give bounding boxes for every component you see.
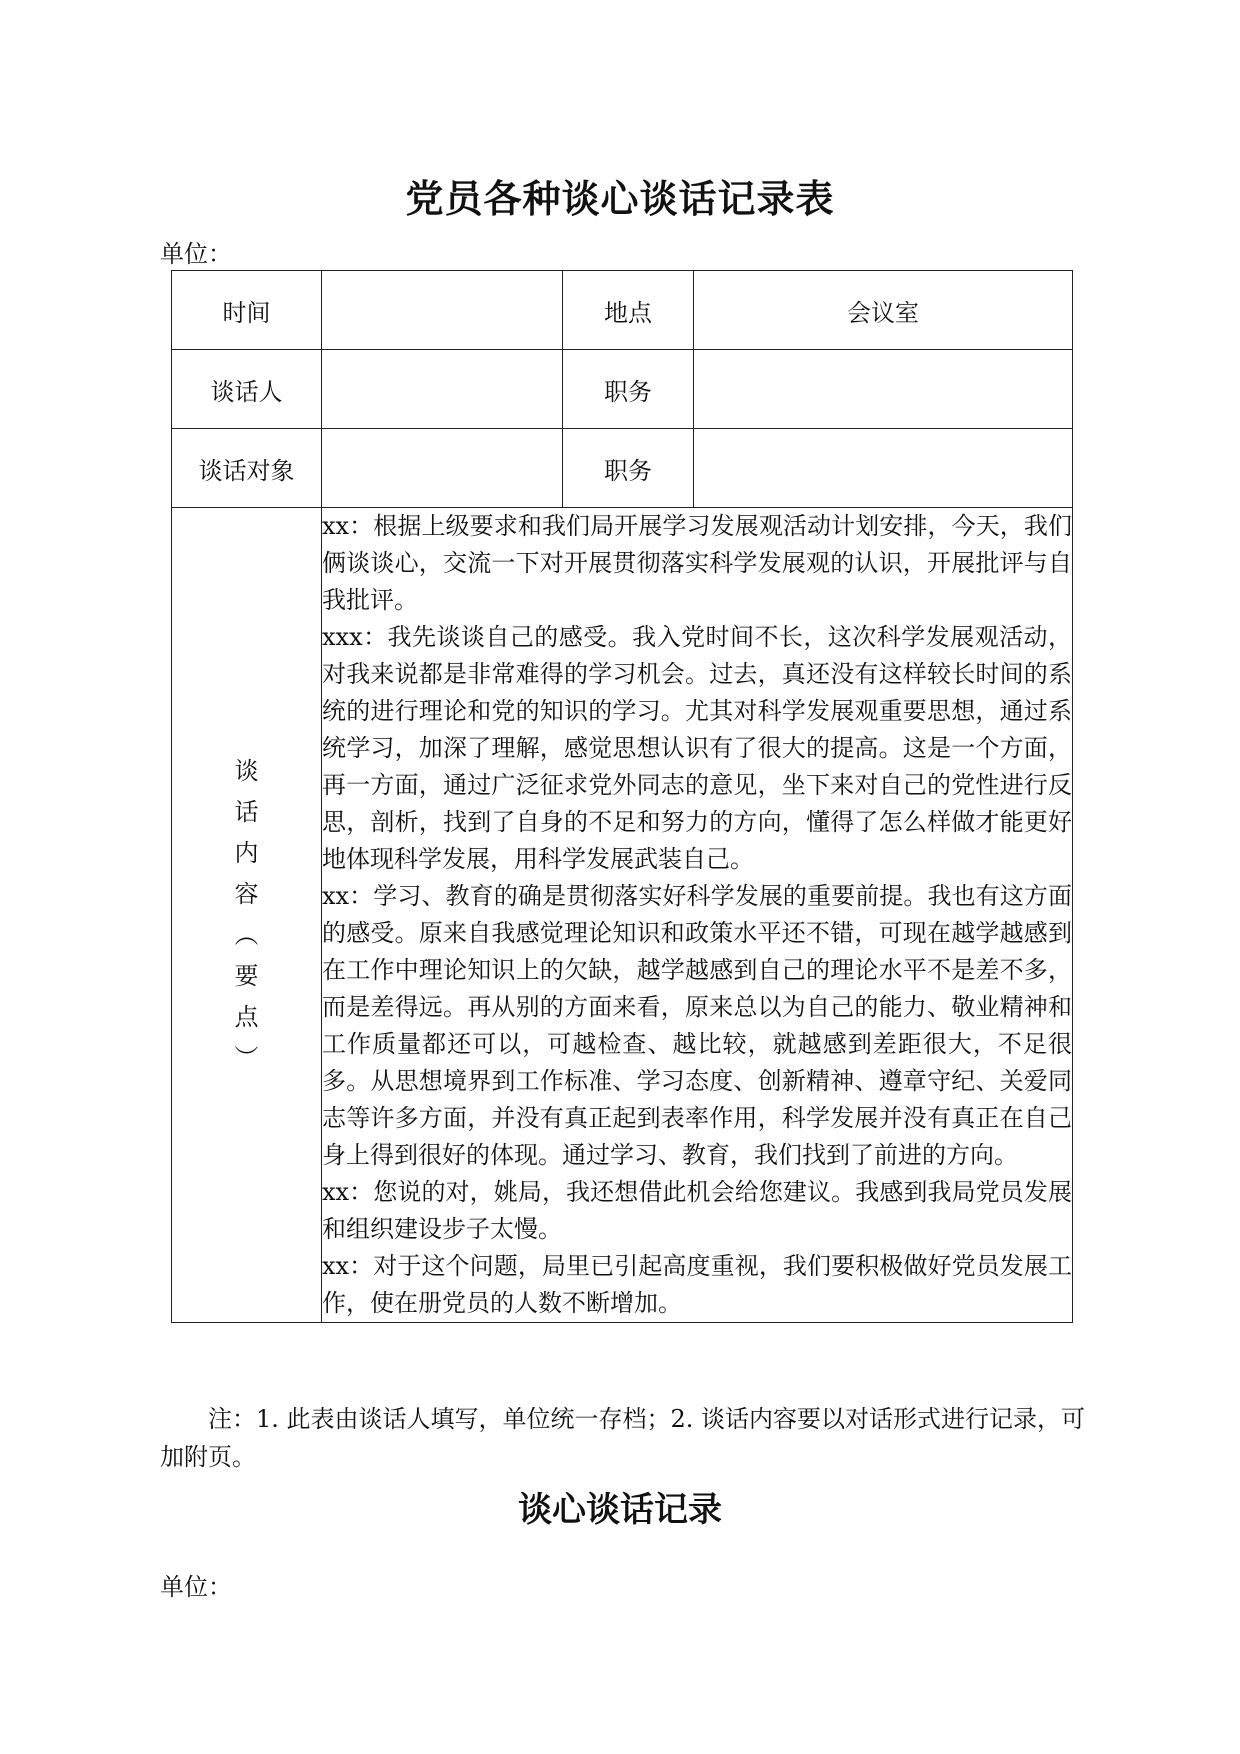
content-label-char: ︶ [234,1044,259,1072]
content-body [322,508,1073,1323]
content-label-char: 要 [234,962,259,990]
table-row-content [172,508,1073,1323]
content-label-char: 容 [234,880,259,908]
time-label: 时间 [172,271,322,350]
content-label-char: 内 [234,839,259,867]
subject-position-value [694,429,1073,508]
content-label [172,508,322,1323]
content-paragraph: xx：根据上级要求和我们局开展学习发展观活动计划安排，今天，我们俩谈谈心，交流一下对开展贯彻落实科学发展观的认识，开展批评与自我批评。 [322,512,1072,614]
time-value [322,271,563,350]
talk-record-table [171,270,1073,1323]
speaker-position-value [694,350,1073,429]
speaker-label: 谈话人 [172,350,322,429]
location-value: 会议室 [694,271,1073,350]
footnote: 注：1. 此表由谈话人填写，单位统一存档；2. 谈话内容要以对话形式进行记录，可加附页。 [160,1405,1086,1471]
speaker-position-label: 职务 [563,350,694,429]
content-paragraph: xx：您说的对，姚局，我还想借此机会给您建议。我感到我局党员发展和组织建设步子太慢。 [322,1178,1072,1243]
content-label-char: 谈 [234,757,259,785]
location-label: 地点 [563,271,694,350]
subject-position-label: 职务 [563,429,694,508]
content-paragraph: xx：学习、教育的确是贯彻落实好科学发展的重要前提。我也有这方面的感受。原来自我感觉理论知识和政策水平还不错，可现在越学越感到在工作中理论知识上的欠缺，越学越感到自己的理论水平不是差不多，而是差得远。再从别的方面来看，原来总以为自己的能力、敬业精神和工作质量都还可以，可越检查、越比较，就越感到差距很大，不足很多。从思想境界到工作标准、学习态度、创新精神、遵章守纪、关爱同志等许多方面，并没有真正起到表率作用，科学发展并没有真正在自己身上得到很好的体现。通过学习、教育，我们找到了前进的方向。 [322,882,1072,1169]
document-title: 党员各种谈心谈话记录表 [405,176,835,221]
second-unit-label: 单位： [160,1573,232,1601]
content-paragraph: xx：对于这个问题，局里已引起高度重视，我们要积极做好党员发展工作，使在册党员的人数不断增加。 [322,1252,1072,1317]
speaker-value [322,350,563,429]
content-paragraph: xxx：我先谈谈自己的感受。我入党时间不长，这次科学发展观活动，对我来说都是非常难得的学习机会。过去，真还没有这样较长时间的系统的进行理论和党的知识的学习。尤其对科学发展观重要思想，通过系统学习，加深了理解，感觉思想认识有了很大的提高。这是一个方面，再一方面，通过广泛征求党外同志的意见，坐下来对自己的党性进行反思，剖析，找到了自身的不足和努力的方向，懂得了怎么样做才能更好地体现科学发展，用科学发展武装自己。 [322,623,1072,873]
subject-value [322,429,563,508]
unit-label: 单位： [160,240,232,268]
content-label-char: 话 [234,798,259,826]
table-row-time [172,271,1073,350]
second-title: 谈心谈话记录 [518,1490,722,1530]
content-label-char: 点 [234,1003,259,1031]
subject-label: 谈话对象 [172,429,322,508]
content-label-char: ︵ [234,921,259,949]
table-row-subject [172,429,1073,508]
table-row-speaker [172,350,1073,429]
